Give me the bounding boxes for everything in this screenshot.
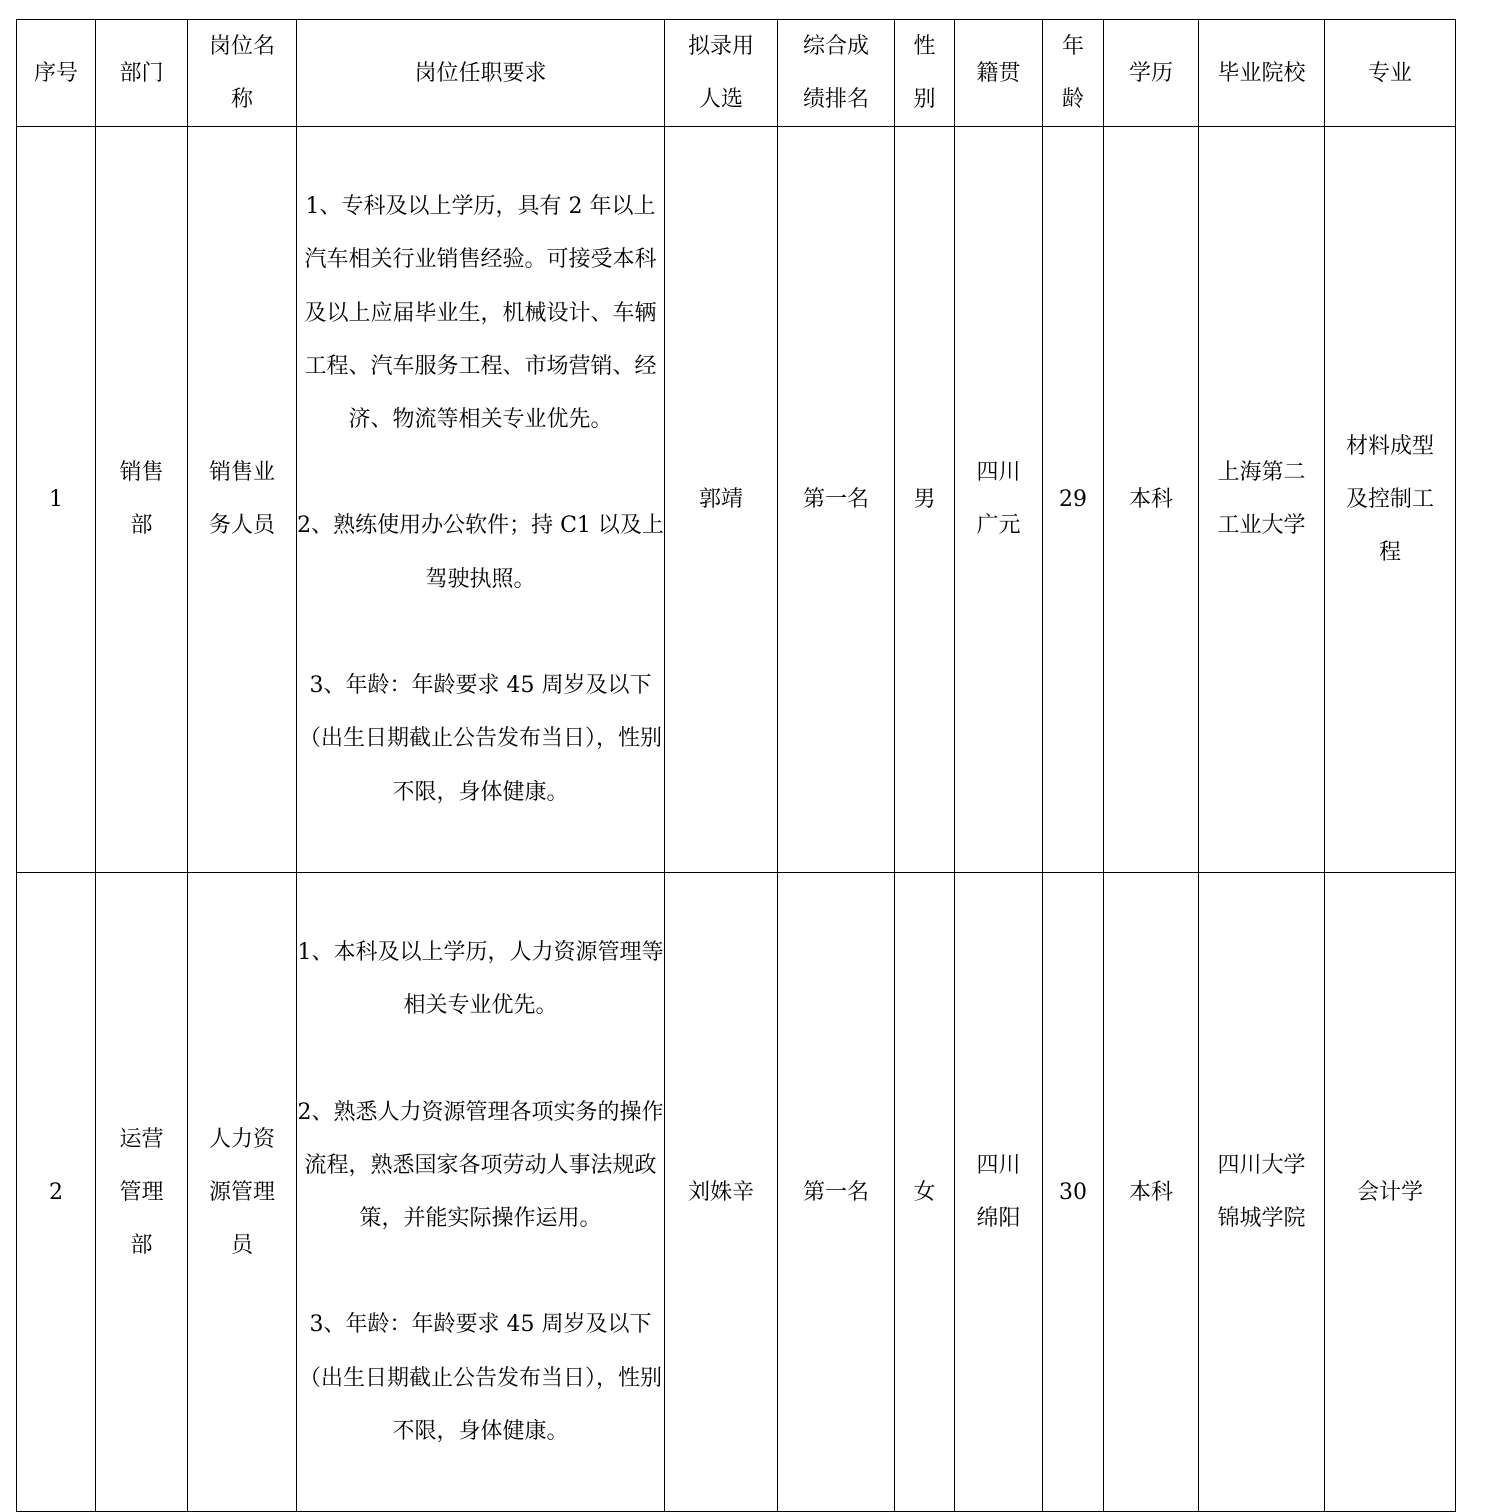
header-rank: 综合成 绩排名 bbox=[778, 20, 895, 127]
header-age: 年 龄 bbox=[1043, 20, 1104, 127]
cell-school: 四川大学 锦城学院 bbox=[1199, 872, 1325, 1511]
cell-rank: 第一名 bbox=[778, 872, 895, 1511]
header-school: 毕业院校 bbox=[1199, 20, 1325, 127]
header-row bbox=[17, 20, 1456, 127]
cell-major: 材料成型 及控制工 程 bbox=[1325, 127, 1456, 873]
cell-dept: 销售 部 bbox=[96, 127, 188, 873]
header-no: 序号 bbox=[17, 20, 96, 127]
cell-position: 销售业 务人员 bbox=[188, 127, 297, 873]
cell-requirements bbox=[297, 127, 665, 873]
cell-no: 2 bbox=[17, 872, 96, 1511]
header-candidate: 拟录用 人选 bbox=[665, 20, 778, 127]
header-major: 专业 bbox=[1325, 20, 1456, 127]
requirement-item: 2、熟练使用办公软件；持 C1 以及上驾驶执照。 bbox=[297, 513, 664, 592]
requirement-item: 1、专科及以上学历，具有 2 年以上汽车相关行业销售经验。可接受本科及以上应届毕业生，机械设计、车辆工程、汽车服务工程、市场营销、经济、物流等相关专业优先。 bbox=[304, 194, 657, 433]
requirement-item: 3、年龄：年龄要求 45 周岁及以下（出生日期截止公告发布当日），性别不限，身体健康。 bbox=[298, 673, 662, 805]
cell-age: 29 bbox=[1043, 127, 1104, 873]
header-position: 岗位名 称 bbox=[188, 20, 297, 127]
cell-education: 本科 bbox=[1104, 127, 1199, 873]
requirement-item: 3、年龄：年龄要求 45 周岁及以下（出生日期截止公告发布当日），性别不限，身体健康。 bbox=[298, 1312, 662, 1445]
table-row bbox=[17, 127, 1456, 873]
cell-rank: 第一名 bbox=[778, 127, 895, 873]
cell-no: 1 bbox=[17, 127, 96, 873]
header-gender: 性 别 bbox=[895, 20, 955, 127]
cell-school: 上海第二 工业大学 bbox=[1199, 127, 1325, 873]
cell-requirements bbox=[297, 872, 665, 1511]
cell-dept: 运营 管理 部 bbox=[96, 872, 188, 1511]
table-row bbox=[17, 872, 1456, 1511]
cell-origin: 四川 绵阳 bbox=[955, 872, 1043, 1511]
header-requirements: 岗位任职要求 bbox=[297, 20, 665, 127]
header-dept: 部门 bbox=[96, 20, 188, 127]
requirement-item: 1、本科及以上学历，人力资源管理等相关专业优先。 bbox=[297, 939, 664, 1019]
requirement-item: 2、熟悉人力资源管理各项实务的操作流程，熟悉国家各项劳动人事法规政策，并能实际操作运用。 bbox=[297, 1099, 664, 1232]
header-education: 学历 bbox=[1104, 20, 1199, 127]
cell-position: 人力资 源管理 员 bbox=[188, 872, 297, 1511]
cell-age: 30 bbox=[1043, 872, 1104, 1511]
header-origin: 籍贯 bbox=[955, 20, 1043, 127]
recruitment-table bbox=[16, 19, 1456, 1512]
cell-origin: 四川 广元 bbox=[955, 127, 1043, 873]
cell-education: 本科 bbox=[1104, 872, 1199, 1511]
cell-candidate: 郭靖 bbox=[665, 127, 778, 873]
cell-gender: 男 bbox=[895, 127, 955, 873]
cell-candidate: 刘姝辛 bbox=[665, 872, 778, 1511]
cell-major: 会计学 bbox=[1325, 872, 1456, 1511]
cell-gender: 女 bbox=[895, 872, 955, 1511]
